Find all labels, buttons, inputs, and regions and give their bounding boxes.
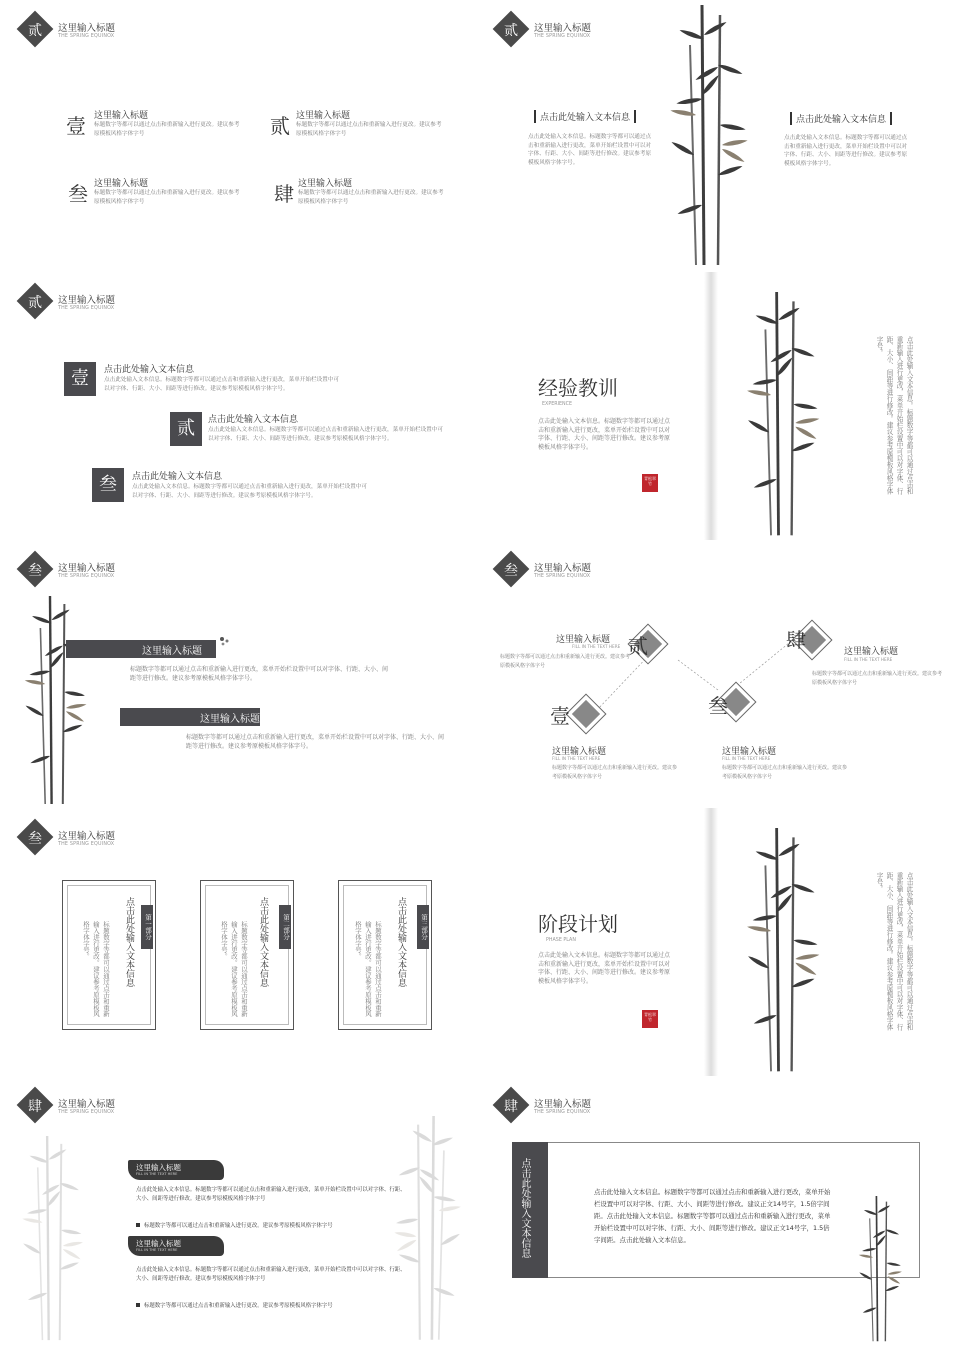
badge-label: 这里输入标题	[136, 1239, 181, 1248]
numeral: 肆	[786, 628, 806, 652]
slide-header	[20, 1090, 220, 1124]
card-tag: 第一部分	[141, 905, 153, 949]
numeral: 叁	[99, 474, 117, 495]
item-title: 这里输入标题	[556, 635, 611, 645]
bullet-row	[136, 1212, 396, 1231]
desc-1: 标题数字等都可以通过点击和重新输入进行更改，菜单开始栏设置中可以对字体、行距、大小、间距等进行修改。建议参考原模板风格字体字号。	[130, 666, 389, 682]
item-sub: FILL IN THE TEXT HERE	[722, 756, 771, 761]
item-title: 这里输入标题	[552, 747, 607, 757]
left-desc: 点击此处输入文本信息。标题数字等都可以通过点击和重新输入进行更改，菜单开始栏设置中可以对字体、行距、大小、间距等进行修改。建议参考原模板风格字体字号。	[528, 134, 652, 166]
section-title: 阶段计划	[538, 912, 618, 936]
header-subtitle: THE SPRING EQUINOX	[534, 34, 591, 39]
title-bar-2	[120, 708, 260, 726]
item-title: 这里输入标题	[298, 179, 353, 189]
header-subtitle: THE SPRING EQUINOX	[534, 574, 591, 579]
numeral: 叁	[68, 182, 88, 206]
item-desc: 标题数字等都可以通过点击和重新输入进行更改。建议参考原模板风格字体字号	[94, 122, 240, 137]
numeral: 壹	[71, 368, 89, 389]
card-tag: 第二部分	[279, 905, 291, 949]
bullet-text: 标题数字等都可以通过点击和重新输入进行更改。建议参考原模板风格字体字号	[144, 1223, 333, 1229]
slide-9	[0, 1076, 478, 1344]
item-title: 这里输入标题	[94, 179, 149, 189]
left-title: 点击此处输入文本信息	[534, 110, 636, 123]
header-title: 这里输入标题	[534, 23, 592, 34]
header-numeral: 叁	[504, 563, 518, 579]
header-numeral: 肆	[28, 1099, 42, 1115]
header-numeral: 肆	[504, 1099, 518, 1115]
header-title: 这里输入标题	[58, 23, 116, 34]
section-title: 经验教训	[538, 376, 618, 400]
slide-4	[482, 272, 960, 540]
item-desc: 标题数字等都可以通过点击和重新输入进行更改。建议参考原模板风格字体字号	[298, 190, 444, 205]
numeral-box-3	[92, 468, 124, 502]
section-desc: 点击此处输入文本信息。标题数字等都可以通过点击和重新输入进行更改，菜单开始栏设置中可以对字体、行距、大小、间距等进行修改。建议参考原模板风格字体字号。	[538, 418, 671, 451]
item-desc: 标题数字等都可以通过点击和重新输入进行更改。建议参考原模板风格字体字号	[722, 765, 848, 780]
item-desc: 标题数字等都可以通过点击和重新输入进行更改。建议参考原模板风格字体字号	[296, 122, 442, 137]
item-title: 点击此处输入文本信息	[132, 472, 223, 482]
right-desc: 点击此处输入文本信息。标题数字等都可以通过点击和重新输入进行更改，菜单开始栏设置中可以对字体、行距、大小、间距等进行修改。建议参考原模板风格字体字号。	[784, 135, 908, 167]
item-desc: 标题数字等都可以通过点击和重新输入进行更改。建议参考原模板风格字体字号	[94, 190, 240, 205]
header-title: 这里输入标题	[58, 563, 116, 574]
bar-label: 这里输入标题	[142, 646, 202, 657]
numeral: 贰	[177, 418, 195, 439]
header-subtitle: THE SPRING EQUINOX	[534, 1110, 591, 1115]
card-title: 点击此处输入文本信息	[396, 897, 406, 987]
slide-10	[482, 1076, 960, 1344]
slide-header	[20, 822, 220, 856]
header-subtitle: THE SPRING EQUINOX	[58, 842, 115, 847]
badge-label: 这里输入标题	[136, 1163, 181, 1172]
bullet-icon	[136, 1303, 140, 1307]
card-2	[200, 880, 294, 1030]
card-desc: 标题数字等都可以通过点击和重新输入进行更改。建议参考原模板风格字体字号。	[220, 921, 248, 1017]
item-desc: 点击此处输入文本信息。标题数字等都可以通过点击和重新输入进行更改，菜单开始栏设置中可以对字体、行距、大小、间距等进行修改。建议参考原模板风格字体字号。	[104, 377, 339, 392]
card-desc: 标题数字等都可以通过点击和重新输入进行更改。建议参考原模板风格字体字号。	[82, 921, 110, 1017]
card-1	[62, 880, 156, 1030]
bamboo-background-left	[0, 1136, 110, 1344]
header-subtitle: THE SPRING EQUINOX	[58, 1110, 115, 1115]
section-subtitle: EXPERIENCE	[542, 402, 572, 407]
header-numeral: 叁	[28, 563, 42, 579]
bamboo-illustration	[812, 1196, 952, 1344]
bamboo-illustration	[706, 292, 866, 540]
bamboo-illustration	[8, 596, 108, 808]
slide-7	[0, 808, 478, 1076]
slide-header	[20, 14, 220, 48]
slide-3	[0, 272, 478, 540]
bullet-icon	[136, 1223, 140, 1227]
numeral: 贰	[270, 114, 290, 138]
card-title: 点击此处输入文本信息	[258, 897, 268, 987]
slide-5	[0, 540, 478, 808]
item-desc: 点击此处输入文本信息。标题数字等都可以通过点击和重新输入进行更改，菜单开始栏设置中可以对字体、行距、大小、间距等进行修改。建议参考原模板风格字体字号。	[208, 427, 443, 442]
header-title: 这里输入标题	[534, 1099, 592, 1110]
red-seal: 青松翠竹	[642, 1010, 658, 1028]
header-numeral: 贰	[504, 23, 518, 39]
right-title: 点击此处输入文本信息	[790, 112, 892, 125]
badge-sub: FILL IN THE TEXT HERE	[136, 1172, 178, 1176]
header-title: 这里输入标题	[58, 831, 116, 842]
title-bar-1	[66, 640, 216, 658]
side-title-bar	[512, 1142, 548, 1278]
header-title: 这里输入标题	[58, 295, 116, 306]
vertical-desc: 点击此处输入文本信息。标题数字等都可以通过点击和重新输入进行更改，菜单开始栏设置中可以对字体、行距、大小、间距等进行修改。建议参考原模板风格字体字号。	[875, 336, 913, 495]
card-title: 点击此处输入文本信息	[124, 897, 134, 987]
item-sub: FILL IN THE TEXT HERE	[844, 657, 893, 662]
card-tag: 第三部分	[417, 905, 429, 949]
bamboo-illustration	[706, 828, 866, 1076]
header-numeral: 贰	[28, 295, 42, 311]
brush-badge-2	[128, 1236, 224, 1256]
red-seal: 青松翠竹	[642, 474, 658, 492]
item-desc: 标题数字等都可以通过点击和重新输入进行更改。建议参考原模板风格字体字号	[812, 671, 943, 686]
header-numeral: 叁	[28, 831, 42, 847]
item-title: 这里输入标题	[844, 647, 899, 657]
header-subtitle: THE SPRING EQUINOX	[58, 574, 115, 579]
card-desc: 标题数字等都可以通过点击和重新输入进行更改。建议参考原模板风格字体字号。	[354, 921, 382, 1017]
brush-badge-1	[128, 1160, 224, 1180]
numeral: 壹	[550, 704, 570, 728]
item-title: 这里输入标题	[94, 111, 149, 121]
bar-label: 这里输入标题	[200, 714, 260, 725]
item-desc: 标题数字等都可以通过点击和重新输入进行更改。建议参考原模板风格字体字号	[500, 654, 631, 669]
item-desc: 点击此处输入文本信息。标题数字等都可以通过点击和重新输入进行更改，菜单开始栏设置中可以对字体、行距、大小、间距等进行修改。建议参考原模板风格字体字号。	[132, 484, 367, 499]
slide-6	[482, 540, 960, 808]
header-subtitle: THE SPRING EQUINOX	[58, 306, 115, 311]
desc-2: 标题数字等都可以通过点击和重新输入进行更改，菜单开始栏设置中可以对字体、行距、大小、间距等进行修改。建议参考原模板风格字体字号。	[186, 734, 445, 750]
header-numeral: 贰	[28, 23, 42, 39]
bullet-text: 标题数字等都可以通过点击和重新输入进行更改。建议参考原模板风格字体字号	[144, 1303, 333, 1309]
decor-dots	[218, 632, 230, 644]
slide-1	[0, 0, 478, 268]
section-desc: 点击此处输入文本信息。标题数字等都可以通过点击和重新输入进行更改，菜单开始栏设置中可以对字体、行距、大小、间距等进行修改。建议参考原模板风格字体字号。	[538, 952, 671, 985]
item-sub: FILL IN THE TEXT HERE	[552, 756, 601, 761]
item-desc: 点击此处输入文本信息。标题数字等都可以通过点击和重新输入进行更改，菜单开始栏设置中可以对字体、行距、大小、间距等进行修改。建议参考原模板风格字体字号	[136, 1187, 406, 1202]
numeral: 叁	[708, 694, 728, 718]
item-title: 点击此处输入文本信息	[208, 415, 299, 425]
slide-header	[496, 1090, 696, 1124]
numeral: 壹	[66, 114, 86, 138]
side-title: 点击此处输入文本信息	[519, 1158, 530, 1258]
slide-8	[482, 808, 960, 1076]
header-title: 这里输入标题	[534, 563, 592, 574]
slide-2	[482, 0, 960, 268]
numeral: 肆	[274, 182, 294, 206]
item-sub: FILL IN THE TEXT HERE	[572, 644, 621, 649]
numeral-box-1	[64, 362, 96, 396]
bullet-row	[136, 1292, 396, 1311]
item-title: 这里输入标题	[296, 111, 351, 121]
item-desc: 标题数字等都可以通过点击和重新输入进行更改。建议参考原模板风格字体字号	[552, 765, 678, 780]
item-desc: 点击此处输入文本信息。标题数字等都可以通过点击和重新输入进行更改，菜单开始栏设置中可以对字体、行距、大小、间距等进行修改。建议参考原模板风格字体字号	[136, 1267, 406, 1282]
header-subtitle: THE SPRING EQUINOX	[58, 34, 115, 39]
header-title: 这里输入标题	[58, 1099, 116, 1110]
numeral-box-2	[170, 412, 202, 446]
section-subtitle: PHASE PLAN	[546, 938, 576, 943]
slide-header	[20, 286, 220, 320]
slide-header	[20, 554, 220, 588]
numeral: 贰	[628, 634, 648, 658]
bamboo-illustration	[662, 5, 762, 268]
card-3	[338, 880, 432, 1030]
item-title: 点击此处输入文本信息	[104, 365, 195, 375]
body-text: 点击此处输入文本信息。标题数字等都可以通过点击和重新输入进行更改，菜单开始栏设置中可以对字体、行距、大小、间距等进行修改。建议正文14号字，1.5倍字间距。点击此处输入文本信息。标题数字等都可以通过点击和重新输入进行更改，菜单开始栏设置中可以对字体、行距、大小、间距等进行修改。建议正文14号字，1.5倍字间距。点击此处输入文本信息。	[594, 1188, 831, 1244]
item-title: 这里输入标题	[722, 747, 777, 757]
vertical-desc: 点击此处输入文本信息。标题数字等都可以通过点击和重新输入进行更改，菜单开始栏设置中可以对字体、行距、大小、间距等进行修改。建议参考原模板风格字体字号。	[875, 872, 913, 1031]
badge-sub: FILL IN THE TEXT HERE	[136, 1248, 178, 1252]
